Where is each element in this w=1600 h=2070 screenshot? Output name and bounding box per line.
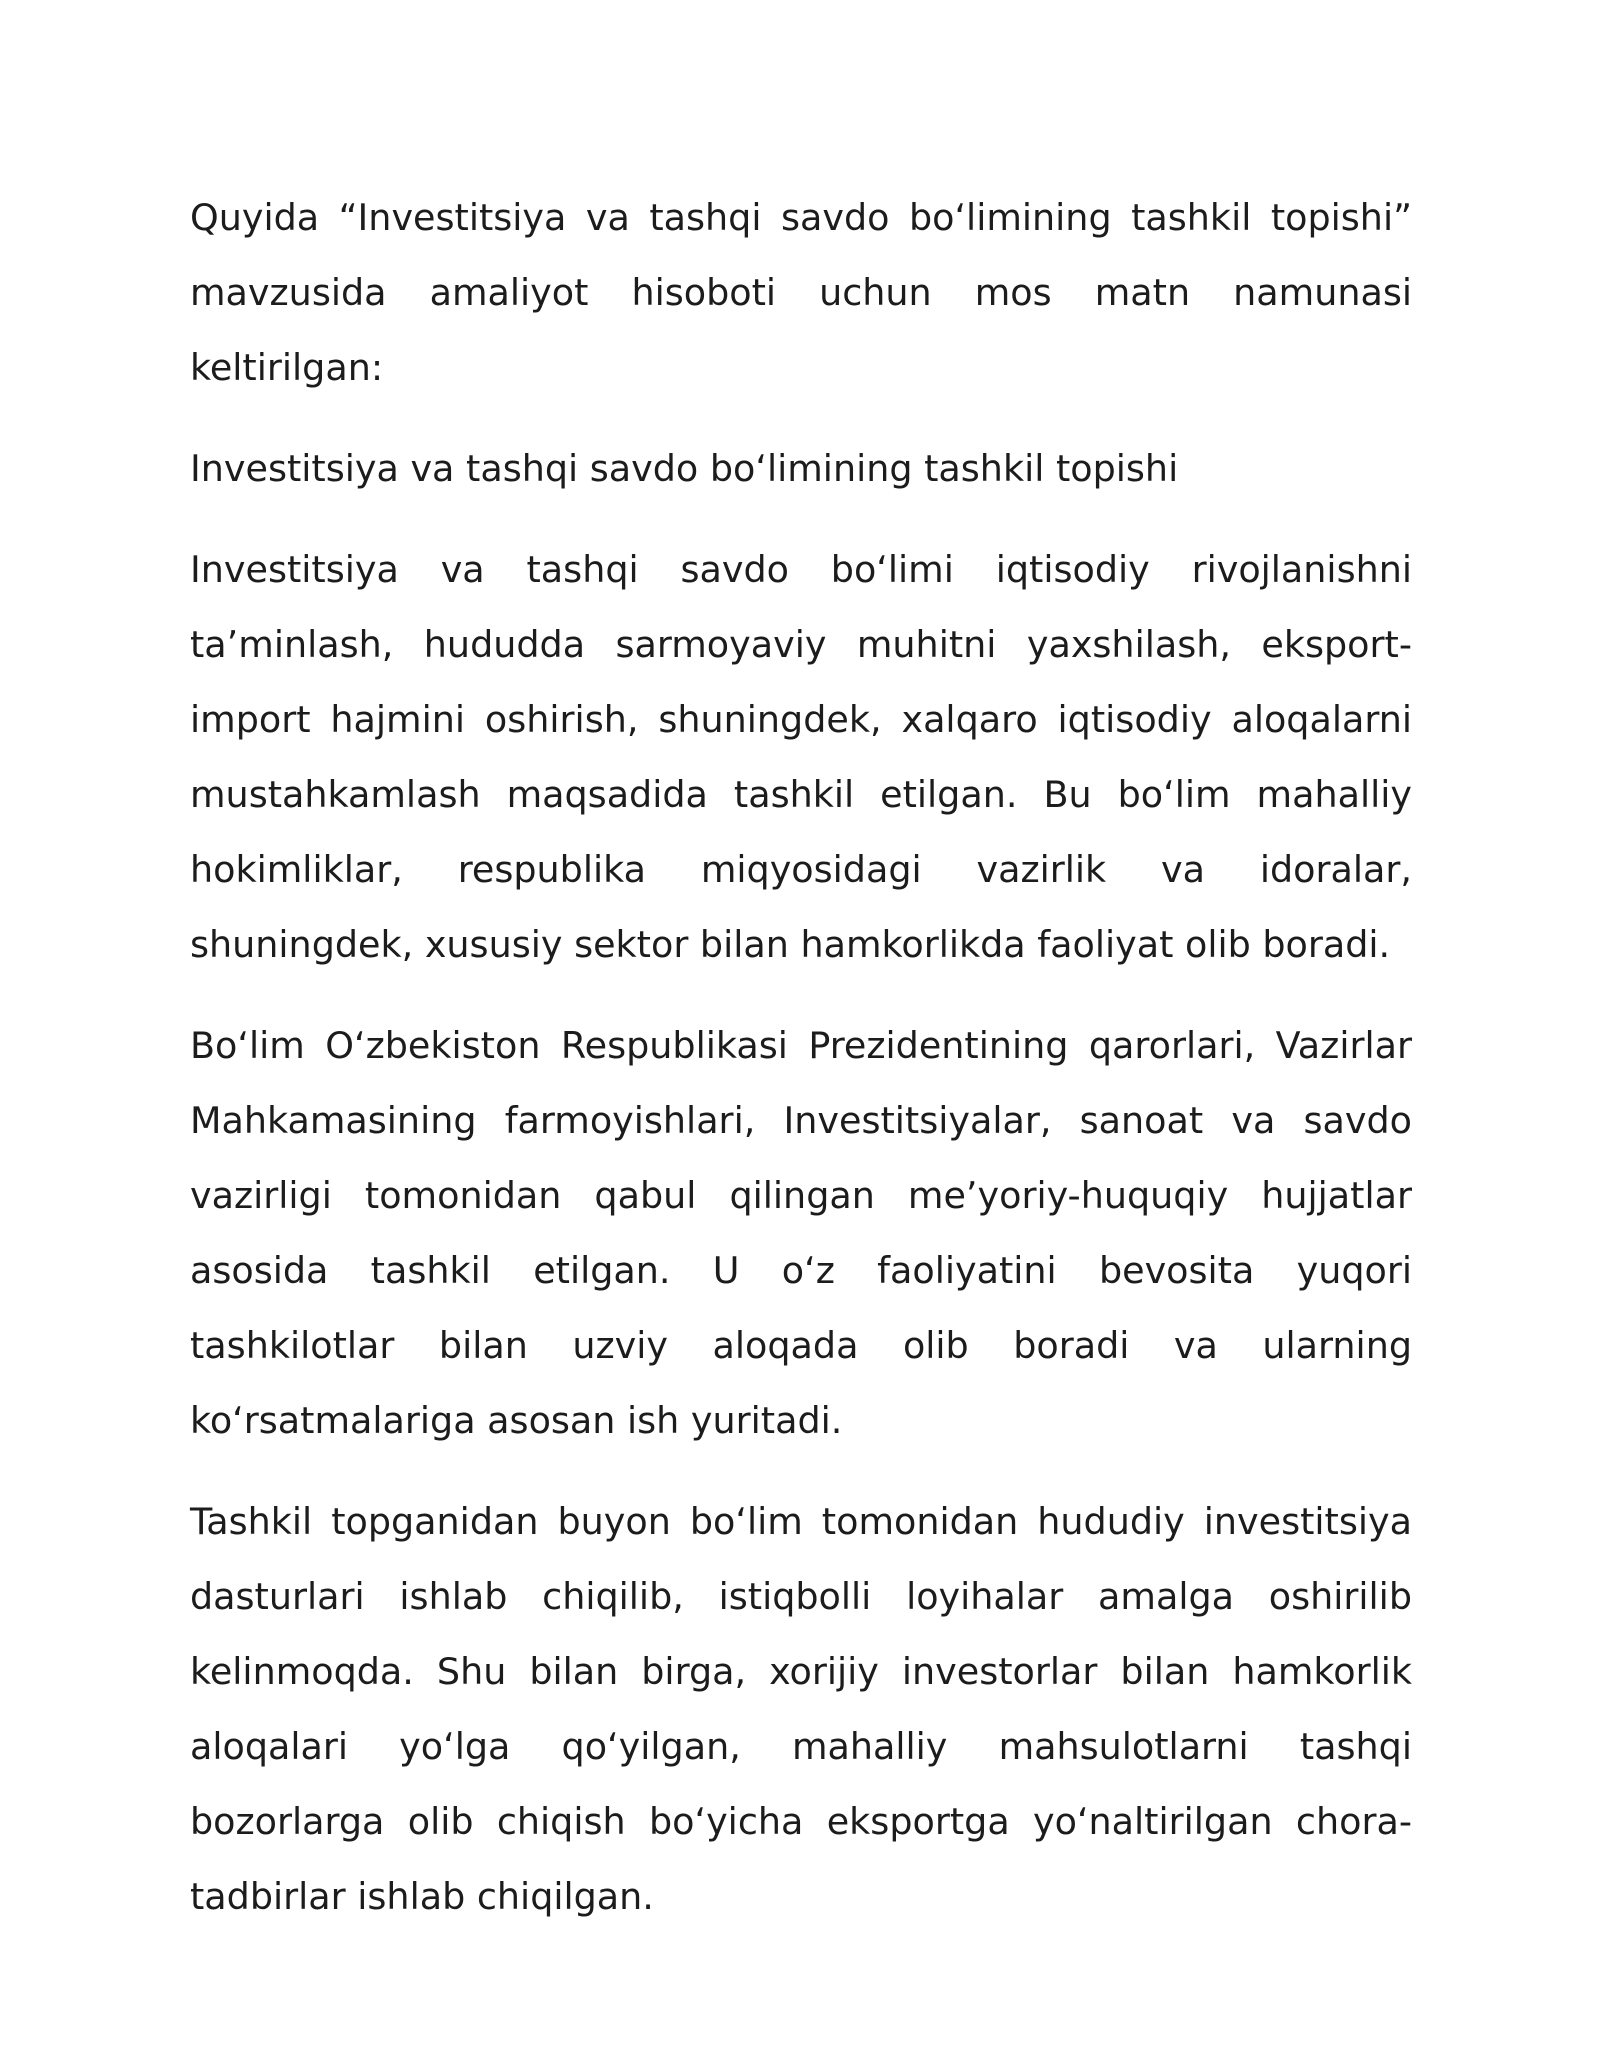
body-paragraph-3: Tashkil topganidan buyon boʻlim tomonidan hududiy investitsiya dasturlari ishlab chiqilib, istiqbolli loyihalar amalga oshirilib kelinmoqda. Shu bilan birga, xorijiy investorlar bilan hamkorlik aloqalari yoʻlga qoʻyilgan, mahalliy mahsulotlarni tashqi bozorlarga olib chiqish boʻyicha eksportga yoʻnaltirilgan chora-tadbirlar ishlab chiqilgan. [190, 1500, 1412, 1918]
intro-paragraph: Quyida “Investitsiya va tashqi savdo boʻlimining tashkil topishi” mavzusida amaliyot hisoboti uchun mos matn namunasi keltirilgan: [190, 196, 1412, 389]
body-paragraph-1: Investitsiya va tashqi savdo boʻlimi iqtisodiy rivojlanishni ta’minlash, hududda sarmoyaviy muhitni yaxshilash, eksport-import hajmini oshirish, shuningdek, xalqaro iqtisodiy aloqalarni mustahkamlash maqsadida tashkil etilgan. Bu boʻlim mahalliy hokimliklar, respublika miqyosidagi vazirlik va idoralar, shuningdek, xususiy sektor bilan hamkorlikda faoliyat olib boradi. [190, 548, 1412, 966]
document-body [190, 180, 1412, 1960]
body-paragraph-2: Boʻlim Oʻzbekiston Respublikasi Prezidentining qarorlari, Vazirlar Mahkamasining farmoyishlari, Investitsiyalar, sanoat va savdo vazirligi tomonidan qabul qilingan me’yoriy-huquqiy hujjatlar asosida tashkil etilgan. U oʻz faoliyatini bevosita yuqori tashkilotlar bilan uzviy aloqada olib boradi va ularning koʻrsatmalariga asosan ish yuritadi. [190, 1024, 1412, 1442]
document-title: Investitsiya va tashqi savdo boʻlimining tashkil topishi [190, 447, 1179, 490]
